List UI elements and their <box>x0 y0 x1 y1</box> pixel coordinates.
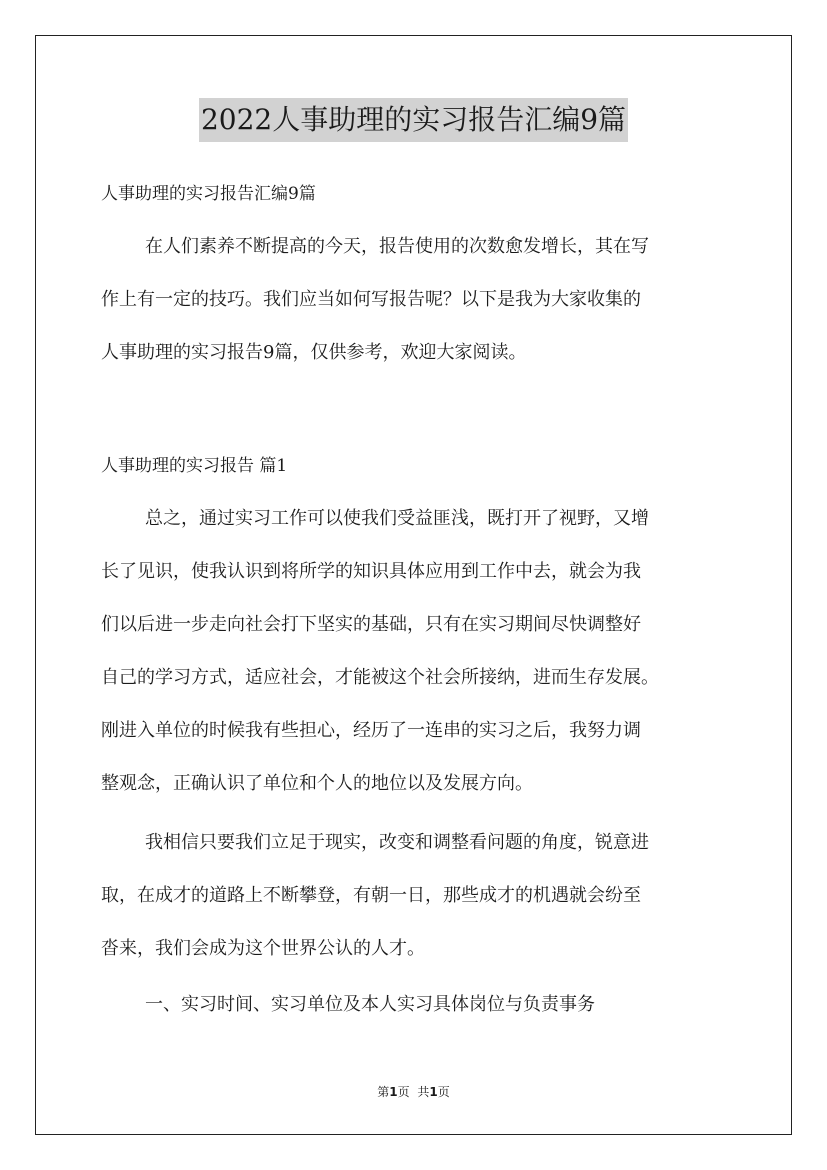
footer-page-number: 1 <box>389 1085 398 1099</box>
paragraph-line: 作上有一定的技巧。我们应当如何写报告呢？以下是我为大家收集的 <box>101 289 641 310</box>
footer-total-pages: 1 <box>429 1085 438 1099</box>
paragraph-line: 们以后进一步走向社会打下坚实的基础，只有在实习期间尽快调整好 <box>101 614 641 635</box>
title-container <box>0 98 827 142</box>
paragraph-line: 总之，通过实习工作可以使我们受益匪浅，既打开了视野，又增 <box>145 508 649 529</box>
paragraph-line: 自己的学习方式，适应社会，才能被这个社会所接纳，进而生存发展。 <box>101 667 659 688</box>
list-item-paragraph <box>101 991 741 1044</box>
paragraph-line: 在人们素养不断提高的今天，报告使用的次数愈发增长，其在写 <box>145 236 649 257</box>
document-title: 2022人事助理的实习报告汇编9篇 <box>199 98 628 142</box>
paragraph-line: 我相信只要我们立足于现实，改变和调整看问题的角度，锐意进 <box>145 832 649 853</box>
paragraph-line: 长了见识，使我认识到将所学的知识具体应用到工作中去，就会为我 <box>101 561 641 582</box>
section-heading: 人事助理的实习报告 篇1 <box>101 456 288 476</box>
paragraph-line: 沓来，我们会成为这个世界公认的人才。 <box>101 938 425 959</box>
footer-total-prefix: 共 <box>417 1085 430 1099</box>
body-paragraph-2 <box>101 829 741 988</box>
page-footer <box>0 1083 827 1101</box>
footer-page-suffix: 页 <box>397 1085 410 1099</box>
paragraph-line: 取，在成才的道路上不断攀登，有朝一日，那些成才的机遇就会纷至 <box>101 885 641 906</box>
document-subtitle: 人事助理的实习报告汇编9篇 <box>101 184 316 204</box>
paragraph-line: 人事助理的实习报告9篇，仅供参考，欢迎大家阅读。 <box>101 342 527 363</box>
body-paragraph-1 <box>101 505 741 823</box>
footer-total-suffix: 页 <box>437 1085 450 1099</box>
intro-paragraph <box>101 233 741 392</box>
footer-prefix: 第 <box>377 1085 390 1099</box>
paragraph-line: 整观念，正确认识了单位和个人的地位以及发展方向。 <box>101 773 533 794</box>
paragraph-line: 刚进入单位的时候我有些担心，经历了一连串的实习之后，我努力调 <box>101 720 641 741</box>
list-item: 一、实习时间、实习单位及本人实习具体岗位与负责事务 <box>145 994 595 1015</box>
